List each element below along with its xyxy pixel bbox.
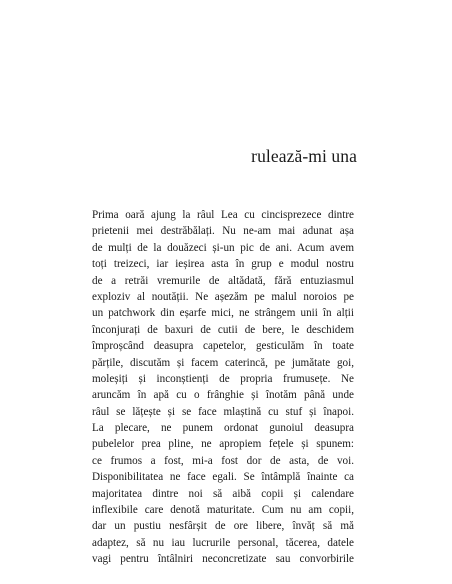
text-line: un patchwork din eșarfe mici, ne strângem unii în alții — [92, 307, 354, 320]
text-line: Disponibilitatea ne face egali. Se întâmplă înainte ca — [92, 471, 354, 484]
text-line: ce frumos a fost, mi-a fost dor de asta, de voi. — [92, 454, 354, 467]
text-line: vagi pentru întâlniri neconcretizate sau convorbirile — [92, 553, 354, 566]
body-paragraph — [92, 207, 354, 568]
text-line: Prima oară ajung la râul Lea cu cincisprezece dintre — [92, 209, 354, 221]
text-line: părțile, discutăm și facem caterincă, pe jumătate goi, — [92, 356, 354, 369]
text-line: majoritatea dintre noi să aibă copii și calendare — [92, 487, 354, 500]
text-line: exploziv al noutății. Ne așezăm pe malul noroios pe — [92, 290, 354, 303]
text-line: pubelelor prea pline, ne apropiem fețele și spunem: — [92, 438, 354, 451]
text-line: toți treizeci, iar ieșirea asta în grup e modul nostru — [92, 258, 354, 271]
text-line: aruncăm în apă cu o frânghie și înotăm până unde — [92, 389, 354, 402]
text-line: râul se lățește și se face mlaștină cu stuf și înapoi. — [92, 405, 354, 418]
text-line: înconjurați de baxuri de cutii de bere, le deschidem — [92, 323, 354, 336]
text-line: împroșcând deasupra capetelor, gesticulăm în toate — [92, 340, 354, 353]
text-line: dar un pustiu nesfârșit de ore libere, învăț să mă — [92, 520, 354, 533]
chapter-title: rulează-mi una — [251, 146, 357, 166]
text-line: La plecare, ne punem ordonat gunoiul deasupra — [92, 422, 354, 435]
text-line: prietenii mei destrăbălați. Nu ne-am mai adunat așa — [92, 225, 354, 238]
text-line: de a retrăi vremurile de altădată, fără entuziasmul — [92, 274, 354, 287]
text-line: adaptez, să nu iau lucrurile personal, tăcerea, datele — [92, 536, 354, 549]
text-line: de mulți de la douăzeci și-un pic de ani. Acum avem — [92, 241, 354, 254]
text-line: moleșiți și inconștienți de propria frumusețe. Ne — [92, 372, 354, 385]
text-line: inflexibile care denotă maturitate. Cum nu am copii, — [92, 504, 354, 517]
